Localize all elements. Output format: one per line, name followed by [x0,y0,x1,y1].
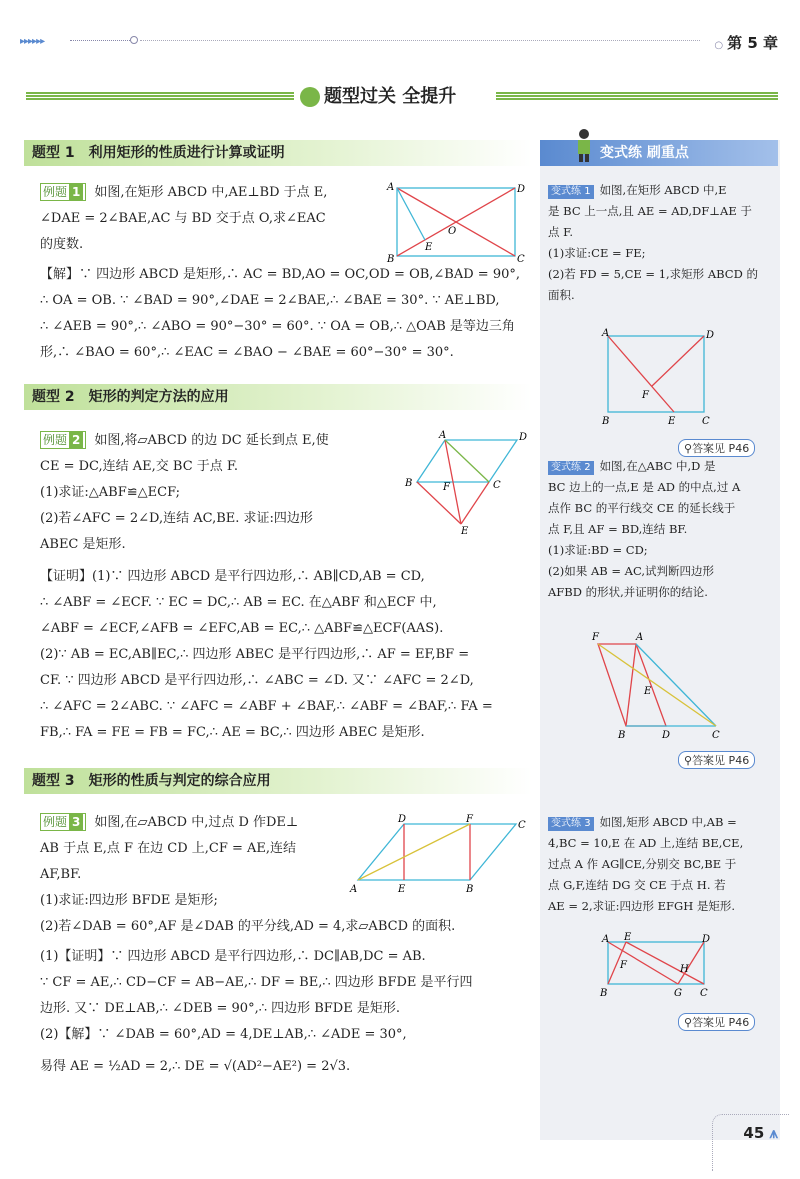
figure-example-3 [348,812,528,897]
banner-icon [300,87,320,107]
svg-text:D: D [519,432,528,443]
figure-practice-1 [596,326,721,431]
side-title: 变式练 刷重点 [600,145,689,161]
example-2-question: 例题 2 如图,将▱ABCD 的边 DC 延长到点 E,使 CE = DC,连结 AE,交 BC 于点 F. (1)求证:△ABF≌△ECF; (2)若∠AFC = 2∠D,连结 AC,BE. 求证:四边形 ABEC 是矩形. [40,433,329,552]
section-header-3 [24,768,532,794]
svg-text:A: A [350,884,358,895]
section-header-1 [24,140,532,166]
header-circle [130,36,138,44]
section-header-2 [24,384,532,410]
header-rule [140,40,700,41]
example-1-question: 例题 1 如图,在矩形 ABCD 中,AE⊥BD 于点 E, ∠DAE = 2∠BAE,AC 与 BD 交于点 O,求∠EAC 的度数. [40,185,328,252]
svg-text:B: B [405,478,413,489]
banner-title-text: 题型过关 全提升 [324,86,457,107]
svg-text:C: C [700,988,708,999]
example-3-question-parts: (1)求证:四边形 BFDE 是矩形; (2)若∠DAB = 60°,AF 是∠DAB 的平分线,AD = 4,求▱ABCD 的面积. [40,893,456,934]
svg-text:E: E [644,686,652,697]
banner-stripe-right [496,92,778,100]
svg-text:F: F [620,960,627,971]
svg-text:B: B [618,730,626,741]
practice-tag: 变式练 3 [548,817,594,831]
svg-text:C: C [517,254,525,265]
banner-stripe-left [26,92,294,100]
section-num: 题型 2 [32,389,75,405]
section-num: 题型 1 [32,145,75,161]
answer-pill-2[interactable]: ⚲答案见 P46 [678,751,755,769]
svg-text:O: O [448,226,457,237]
banner-title [300,82,456,108]
practice-tag: 变式练 2 [548,461,594,475]
answer-pill-1[interactable]: ⚲答案见 P46 [678,439,755,457]
svg-text:F: F [592,632,599,643]
example-tag: 例题 2 [40,431,86,449]
svg-text:E: E [461,526,469,537]
practice-tag: 变式练 1 [548,185,594,199]
svg-text:D: D [517,184,526,195]
svg-text:C: C [712,730,720,741]
svg-text:G: G [674,988,682,999]
svg-text:F: F [443,482,450,493]
practice-1: 变式练 1 如图,在矩形 ABCD 中,E 是 BC 上一点,且 AE = AD,DF⊥AE 于 点 F. (1)求证:CE = FE; (2)若 FD = 5,CE = 1,求矩形 ABCD 的 面积. [548,183,758,302]
example-tag: 例题 1 [40,183,86,201]
section-title: 矩形的判定方法的应用 [88,389,229,405]
page-corner-decoration [712,1114,789,1171]
student-icon [574,128,594,162]
svg-text:H: H [680,964,689,975]
svg-text:B: B [466,884,474,895]
example-3-question: 例题 3 如图,在▱ABCD 中,过点 D 作DE⊥ AB 于点 E,点 F 在边 CD 上,CF = AE,连结 AF,BF. [40,815,299,882]
pin-icon: ⚲ [684,754,693,767]
example-3-solution: (1)【证明】∵ 四边形 ABCD 是平行四边形,∴ DC∥AB,DC = AB. ∵ CF = AE,∴ CD−CF = AB−AE,∴ DF = BE,∴ 四边形 BFDE 是平行四 边形. 又∵ DE⊥AB,∴ ∠DEB = 90°,∴ 四边形 BFDE 是矩形. (2)【解】∵ ∠DAB = 60°,AD = 4,DE⊥AB,∴ ∠ADE = 30°, 易得 AE = ½AD = 2,∴ DE = √(AD²−AE²) = 2√3. [40,949,473,1074]
svg-text:A: A [387,182,395,193]
svg-text:A: A [439,430,447,441]
chapter-label: ○ 第 5 章 [714,34,778,52]
svg-text:D: D [706,330,715,341]
figure-practice-3 [596,932,721,1002]
svg-text:C: C [518,820,526,831]
svg-text:F: F [466,814,473,825]
example-tag: 例题 3 [40,813,86,831]
svg-text:E: E [398,884,406,895]
figure-example-2 [395,430,530,540]
header-arrows: ▸▸▸▸▸▸ [20,36,45,47]
svg-text:E: E [624,932,632,943]
header-dotted-line [70,40,130,41]
svg-text:A: A [636,632,644,643]
figure-practice-2 [586,626,726,741]
svg-text:C: C [493,480,501,491]
svg-text:A: A [602,934,610,945]
svg-text:B: B [600,988,608,999]
compass-icon: ⩚ [769,1124,778,1142]
svg-text:E: E [425,242,433,253]
chapter-text: 第 5 章 [727,34,778,52]
example-2-solution: 【证明】(1)∵ 四边形 ABCD 是平行四边形,∴ AB∥CD,AB = CD, ∴ ∠ABF = ∠ECF. ∵ EC = DC,∴ AB = EC. 在△ABF 和△ECF 中, ∠ABF = ∠ECF,∠AFB = ∠EFC,AB = EC,∴ △ABF≌△ECF(AAS). (2)∵ AB = EC,AB∥EC,∴ 四边形 ABEC 是平行四边形,∴ AF = EF,BF = CF. ∵ 四边形 ABCD 是平行四边形,∴ ∠ABC = ∠D. 又∵ ∠AFC = 2∠D, ∴ ∠AFC = 2∠ABC. ∵ ∠AFC = ∠ABF + ∠BAF,∴ ∠ABF = ∠BAF,∴ FA = FB,∴ FA = FE = FB = FC,∴ AE = BC,∴ 四边形 ABEC 是矩形. [40,569,493,740]
svg-text:D: D [702,934,711,945]
svg-text:C: C [702,416,710,427]
svg-text:D: D [662,730,671,741]
section-title: 利用矩形的性质进行计算或证明 [88,145,285,161]
svg-text:D: D [398,814,407,825]
practice-2: 变式练 2 如图,在△ABC 中,D 是 BC 边上的一点,E 是 AD 的中点,过 A 点作 BC 的平行线交 CE 的延长线于 点 F,且 AF = BD,连结 BF. (1)求证:BD = CD; (2)如果 AB = AC,试判断四边形 AFBD 的形状,并证明你的结论. [548,459,741,599]
svg-text:F: F [642,390,649,401]
side-header [540,140,778,166]
svg-text:A: A [602,328,610,339]
pin-icon: ⚲ [684,442,693,455]
practice-3: 变式练 3 如图,矩形 ABCD 中,AB = 4,BC = 10,E 在 AD 上,连结 BE,CE, 过点 A 作 AG∥CE,分别交 BC,BE 于 点 G,F,连结 DG 交 CE 于点 H. 若 AE = 2,求证:四边形 EFGH 是矩形. [548,815,744,913]
figure-example-1 [385,180,530,265]
page-number: 45 ⩚ [743,1124,778,1142]
section-title: 矩形的性质与判定的综合应用 [88,773,271,789]
section-num: 题型 3 [32,773,75,789]
svg-text:B: B [602,416,610,427]
answer-pill-3[interactable]: ⚲答案见 P46 [678,1013,755,1031]
pin-icon: ⚲ [684,1016,693,1029]
svg-text:B: B [387,254,395,265]
example-1-solution: 【解】∵ 四边形 ABCD 是矩形,∴ AC = BD,AO = OC,OD = OB,∠BAD = 90°, ∴ OA = OB. ∵ ∠BAD = 90°,∠DAE = 2∠BAE,∴ ∠BAE = 30°. ∵ AE⊥BD, ∴ ∠AEB = 90°,∴ ∠ABO = 90°−30° = 60°. ∵ OA = OB,∴ △OAB 是等边三角 形,∴ ∠BAO = 60°,∴ ∠EAC = ∠BAO − ∠BAE = 60°−30° = 30°. [40,267,520,360]
svg-text:E: E [668,416,676,427]
